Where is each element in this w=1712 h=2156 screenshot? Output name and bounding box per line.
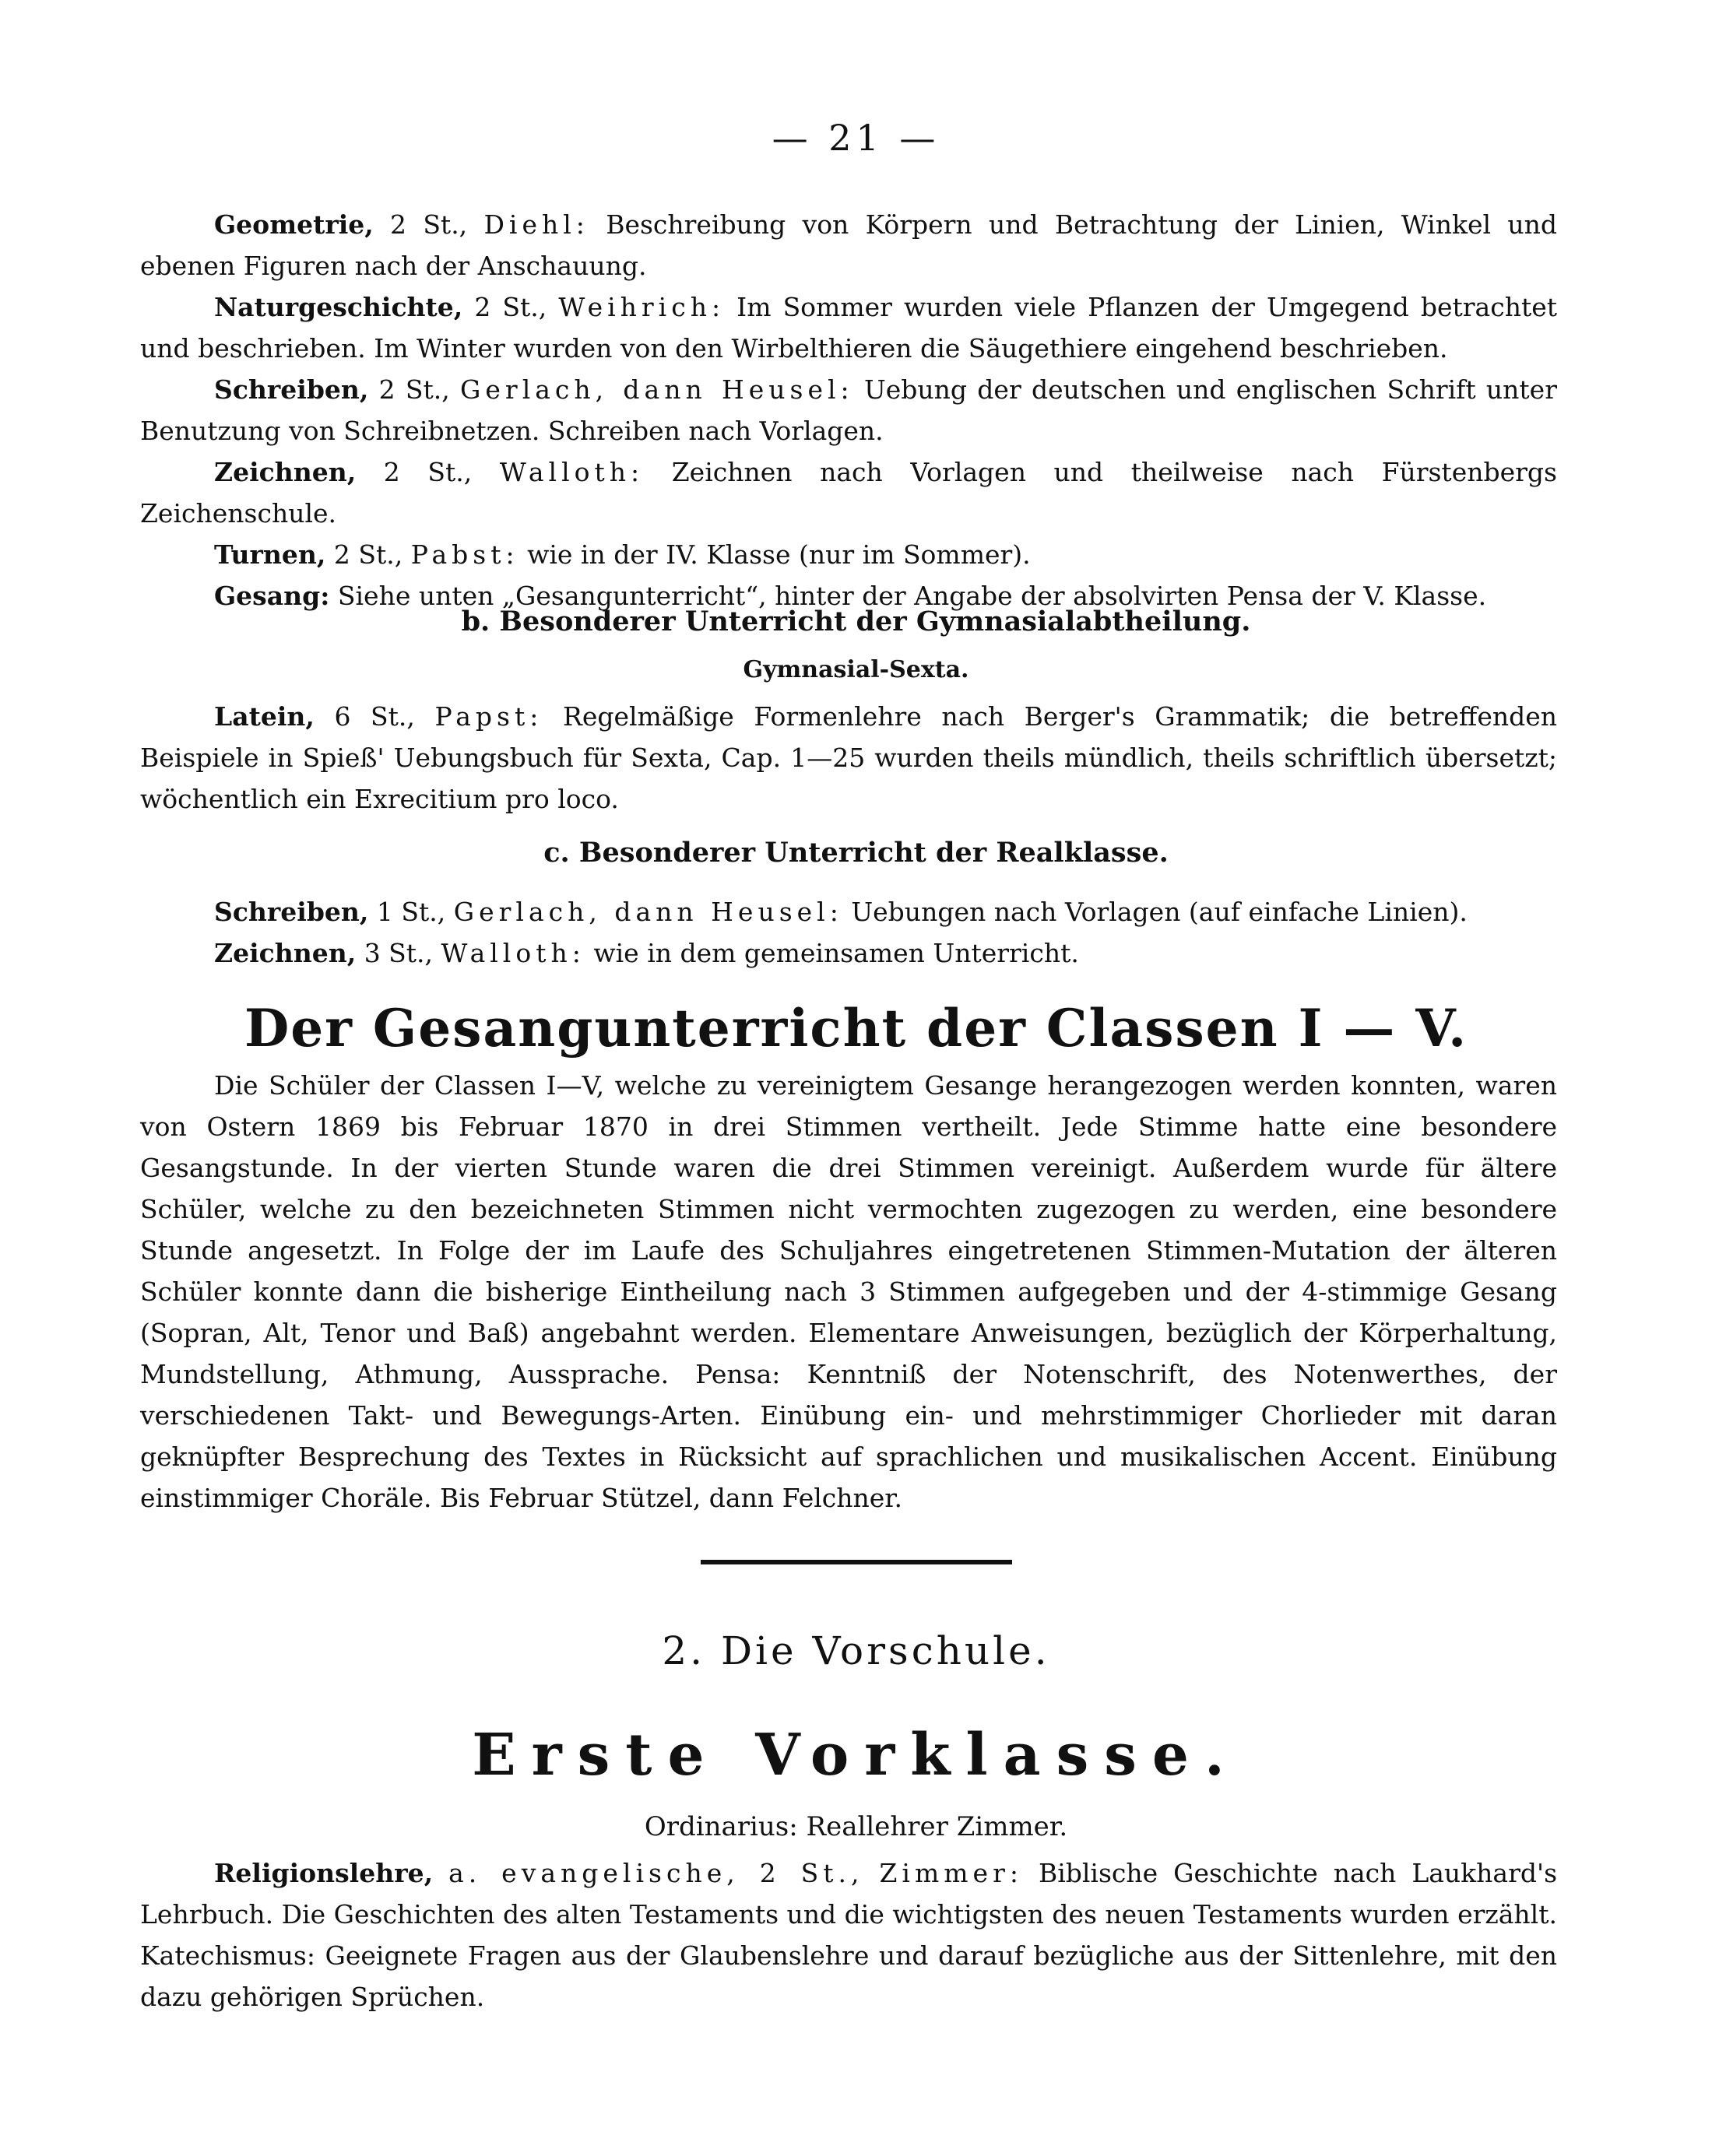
ordinarius-line: Ordinarius: Reallehrer Zimmer. — [644, 1811, 1068, 1842]
teacher-name: Walloth: — [441, 938, 585, 968]
subject-name: Geometrie, — [214, 209, 374, 240]
teacher-name: Walloth: — [499, 457, 645, 487]
entry-text: Beschreibung von Körpern und Betrachtung der Linien, Winkel und ebenen Figuren nach der Anschauung. — [140, 209, 1557, 281]
heading-gesangunterricht: Der Gesangunterricht der Classen I — V. — [244, 998, 1468, 1059]
entry-text: Regelmäßige Formenlehre nach Berger's Grammatik; die betreffenden Beispiele in Spieß' Uebungsbuch für Sexta, Cap. 1—25 wurden theils mündlich, theils schriftlich übersetzt; wöchentlich ein Exrecitium pro loco. — [140, 701, 1558, 814]
entry-religionslehre — [140, 1852, 1557, 2017]
heading-vorschule: 2. Die Vorschule. — [662, 1628, 1050, 1673]
section-common-subjects — [140, 204, 1557, 616]
subject-name: Religionslehre, — [214, 1858, 434, 1888]
subject-name: Turnen, — [214, 539, 326, 570]
entry-text: Siehe unten „Gesangunterricht“, hinter der Angabe der absolvirten Pensa der V. Klasse. — [337, 581, 1487, 611]
entry-text: Biblische Geschichte nach Laukhard's Lehrbuch. Die Geschichten des alten Testaments und die wichtigsten des neuen Testaments wurden erzählt. Katechismus: Geeignete Fragen aus der Glaubenslehre und darauf bezügliche aus der Sittenlehre, mit den dazu gehörigen Sprüchen. — [140, 1858, 1558, 2012]
section-real-subjects — [140, 891, 1557, 974]
hours: a. evangelische, 2 St., — [448, 1858, 864, 1888]
subject-name: Zeichnen, — [214, 938, 357, 968]
entry-turnen — [140, 534, 1557, 575]
subject-name: Schreiben, — [214, 897, 369, 927]
heading-gymnasial-sexta: Gymnasial-Sexta. — [743, 656, 969, 683]
entry-zeichnen — [140, 451, 1557, 534]
heading-gymnasial-section: b. Besonderer Unterricht der Gymnasialabtheilung. — [461, 606, 1251, 637]
entry-latein — [140, 696, 1557, 820]
hours: 2 St., — [390, 209, 468, 240]
entry-text: Zeichnen nach Vorlagen und theilweise nach Fürstenbergs Zeichenschule. — [140, 457, 1557, 528]
entry-geometrie — [140, 204, 1557, 286]
teacher-name: Papst: — [434, 701, 543, 732]
hours: 2 St., — [378, 374, 450, 405]
entry-text: wie in der IV. Klasse (nur im Sommer). — [527, 539, 1031, 570]
section-divider — [701, 1560, 1012, 1564]
subject-name: Schreiben, — [214, 374, 369, 405]
teacher-name: Gerlach, dann Heusel: — [460, 374, 854, 405]
subject-name: Zeichnen, — [214, 457, 357, 487]
section-gymnasial-subjects — [140, 696, 1557, 820]
hours: 6 St., — [334, 701, 415, 732]
subject-name: Latein, — [214, 701, 315, 732]
hours: 2 St., — [333, 539, 403, 570]
teacher-name: Weihrich: — [558, 292, 726, 322]
page-number: — 21 — — [772, 117, 940, 159]
hours: 2 St., — [474, 292, 547, 322]
hours: 3 St., — [364, 938, 434, 968]
heading-erste-vorklasse: Erste Vorklasse. — [472, 1722, 1240, 1789]
hours: 1 St., — [376, 897, 446, 927]
entry-real-zeichnen — [140, 932, 1557, 974]
entry-text: wie in dem gemeinsamen Unterricht. — [593, 938, 1079, 968]
teacher-name: Gerlach, dann Heusel: — [453, 897, 843, 927]
section-gesangunterricht — [140, 1065, 1557, 1519]
entry-text: Uebungen nach Vorlagen (auf einfache Linien). — [851, 897, 1468, 927]
teacher-name: Pabst: — [410, 539, 519, 570]
teacher-name: Zimmer: — [879, 1858, 1023, 1888]
entry-text: Uebung der deutschen und englischen Schrift unter Benutzung von Schreibnetzen. Schreiben nach Vorlagen. — [140, 374, 1557, 446]
entry-naturgeschichte — [140, 286, 1557, 369]
subject-name: Naturgeschichte, — [214, 292, 463, 322]
teacher-name: Diehl: — [483, 209, 589, 240]
entry-text: Im Sommer wurden viele Pflanzen der Umgegend betrachtet und beschrieben. Im Winter wurden von den Wirbelthieren die Säugethiere eingehend beschrieben. — [140, 292, 1558, 363]
subject-name: Gesang: — [214, 581, 330, 611]
heading-real-section: c. Besonderer Unterricht der Realklasse. — [543, 837, 1169, 869]
hours: 2 St., — [383, 457, 473, 487]
entry-real-schreiben — [140, 891, 1557, 932]
gesang-paragraph: Die Schüler der Classen I—V, welche zu vereinigtem Gesange herangezogen werden konnten, waren von Ostern 1869 bis Februar 1870 in drei Stimmen vertheilt. Jede Stimme hatte eine besondere Gesangstunde. In der vierten Stunde waren die drei Stimmen vereinigt. Außerdem wurde für ältere Schüler, welche zu den bezeichneten Stimmen nicht vermochten zugezogen zu werden, eine besondere Stunde angesetzt. In Folge der im Laufe des Schuljahres eingetretenen Stimmen-Mutation der älteren Schüler konnte dann die bisherige Eintheilung nach 3 Stimmen aufgegeben und der 4-stimmige Gesang (Sopran, Alt, Tenor und Baß) angebahnt werden. Elementare Anweisungen, bezüglich der Körperhaltung, Mundstellung, Athmung, Aussprache. Pensa: Kenntniß der Notenschrift, des Notenwerthes, der verschiedenen Takt- und Bewegungs-Arten. Einübung ein- und mehrstimmiger Chorlieder mit daran geknüpfter Besprechung des Textes in Rücksicht auf sprachlichen und musikalischen Accent. Einübung einstimmiger Choräle. Bis Februar Stützel, dann Felchner. — [140, 1070, 1557, 1513]
section-vorklasse-subjects — [140, 1852, 1557, 2017]
entry-schreiben — [140, 369, 1557, 451]
